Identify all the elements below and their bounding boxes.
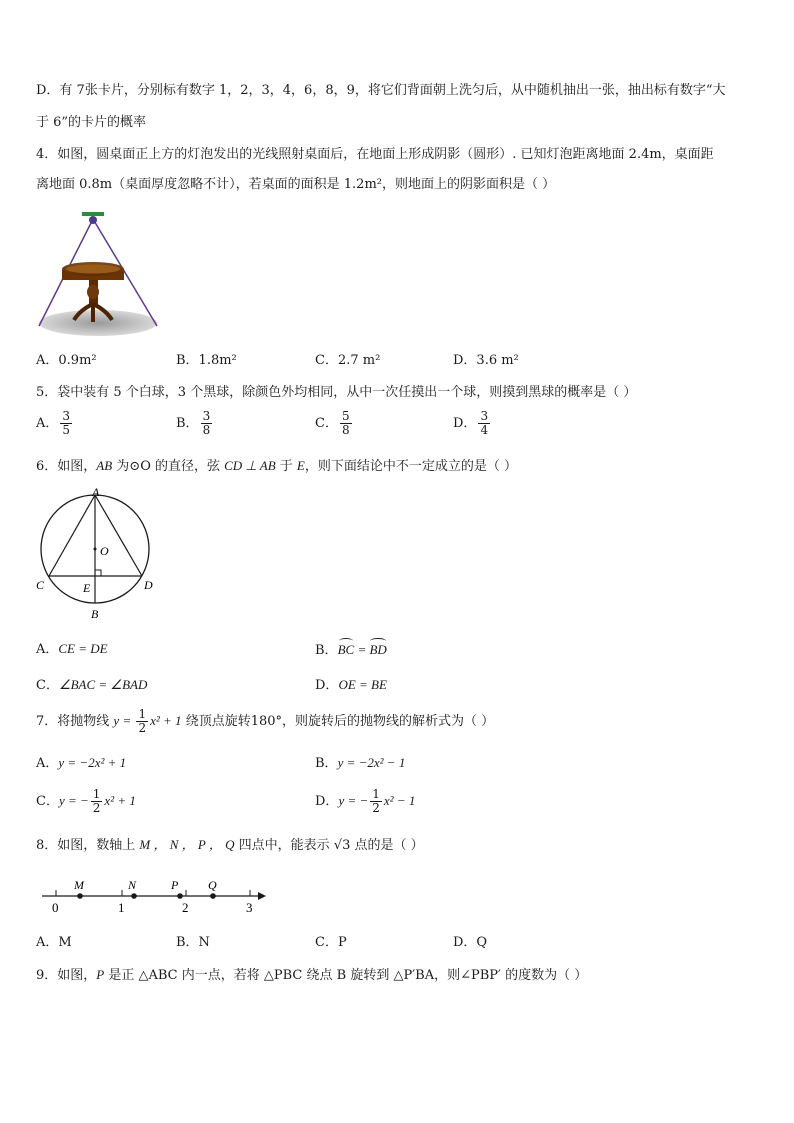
q5-option-d-label: D． — [453, 416, 477, 431]
q6-option-c[interactable]: C．∠BAC = ∠BAD — [36, 677, 148, 693]
q5-option-d[interactable] — [453, 410, 492, 437]
q6-fig-label-c: C — [36, 578, 45, 592]
q7-option-a[interactable]: A．y = −2x² + 1 — [36, 755, 127, 771]
q6-fig-label-a: A — [92, 485, 100, 499]
q8-fig-tick-2: 2 — [182, 900, 189, 915]
q5-option-c[interactable] — [315, 410, 354, 437]
q5-option-a-label: A． — [36, 416, 59, 431]
q6-fig-label-d: D — [144, 578, 153, 592]
q3-option-d-line1: D．有 7张卡片，分别标有数字 1，2，3，4，6，8，9，将它们背面朝上洗匀后，从中随机抽出一张，抽出标有数字“大 — [36, 83, 726, 98]
q8-stem: 8．如图，数轴上 M ， N ， P ， Q 四点中，能表示 √3 点的是（ ） — [36, 837, 424, 853]
q4-option-a[interactable]: A．0.9m² — [36, 353, 97, 368]
q6-circle-figure — [34, 484, 160, 622]
q6-fig-label-o: O — [100, 544, 109, 558]
q7-option-b[interactable]: B．y = −2x² − 1 — [315, 755, 406, 771]
q6-option-a[interactable]: A．CE = DE — [36, 641, 108, 657]
q6-option-d[interactable]: D．OE = BE — [315, 677, 387, 693]
q8-fig-tick-3: 3 — [246, 900, 253, 915]
q5-option-b[interactable] — [176, 410, 214, 437]
q7-option-d[interactable]: D．y = − $\frac{1}{2}$ x² − 1 — [315, 787, 416, 815]
q8-fig-label-p: P — [171, 878, 179, 892]
q4-stem-line2: 离地面 0.8m（桌面厚度忽略不计），若桌面的面积是 1.2m²，则地面上的阴影面积是（ ） — [36, 177, 556, 192]
q6-stem: 6．如图，AB 为⊙O 的直径，弦 CD ⊥ AB 于 E，则下面结论中不一定成立的是（ ） — [36, 458, 518, 474]
q4-option-d[interactable]: D．3.6 m² — [453, 353, 519, 368]
q4-option-c[interactable]: C．2.7 m² — [315, 353, 381, 368]
q8-fig-tick-1: 1 — [118, 900, 125, 915]
q4-option-b[interactable]: B．1.8m² — [176, 353, 237, 368]
q8-fig-label-n: N — [128, 878, 137, 892]
q5-option-b-label: B． — [176, 416, 199, 431]
q3-option-d-line2: 于 6”的卡片的概率 — [36, 115, 147, 130]
q8-fig-label-q: Q — [208, 878, 217, 892]
q6-fig-label-b: B — [91, 607, 99, 621]
q8-fig-tick-0: 0 — [52, 900, 59, 915]
q4-table-lamp-figure — [36, 206, 162, 338]
q5-option-a-fraction: $\frac{3}{5}$ — [62, 409, 71, 437]
q7-option-c[interactable]: C．y = − $\frac{1}{2}$ x² + 1 — [36, 787, 136, 815]
q5-option-d-fraction: $\frac{3}{4}$ — [480, 409, 489, 437]
q8-option-d[interactable]: D．Q — [453, 935, 488, 950]
q5-option-a[interactable] — [36, 410, 74, 437]
q8-fig-label-m: M — [74, 878, 84, 892]
q5-stem: 5．袋中装有 5 个白球，3 个黑球，除颜色外均相同，从中一次任摸出一个球，则摸到黑球的概率是（ ） — [36, 385, 637, 400]
q5-option-c-fraction: $\frac{5}{8}$ — [341, 409, 350, 437]
q6-fig-label-e: E — [83, 581, 91, 595]
q5-option-b-fraction: $\frac{3}{8}$ — [202, 409, 211, 437]
q8-option-b[interactable]: B．N — [176, 935, 210, 950]
q8-option-c[interactable]: C．P — [315, 935, 347, 950]
q4-stem-line1: 4．如图，圆桌面正上方的灯泡发出的光线照射桌面后，在地面上形成阴影（圆形）. 已知灯泡距离地面 2.4m，桌面距 — [36, 147, 714, 162]
q8-option-a[interactable]: A．M — [36, 935, 72, 950]
q5-option-c-label: C． — [315, 416, 338, 431]
q8-number-line-figure — [38, 876, 270, 916]
q6-option-b[interactable]: B．BC = BD — [315, 642, 387, 658]
q7-stem: 7．将抛物线 y = $\frac{1}{2}$ x² + 1 绕顶点旋转180°，则旋转后的抛物线的解析式为（ ） — [36, 707, 495, 735]
q9-stem: 9．如图，P 是正 △ABC 内一点，若将 △PBC 绕点 B 旋转到 △P′BA，则∠PBP′ 的度数为（ ） — [36, 967, 588, 983]
